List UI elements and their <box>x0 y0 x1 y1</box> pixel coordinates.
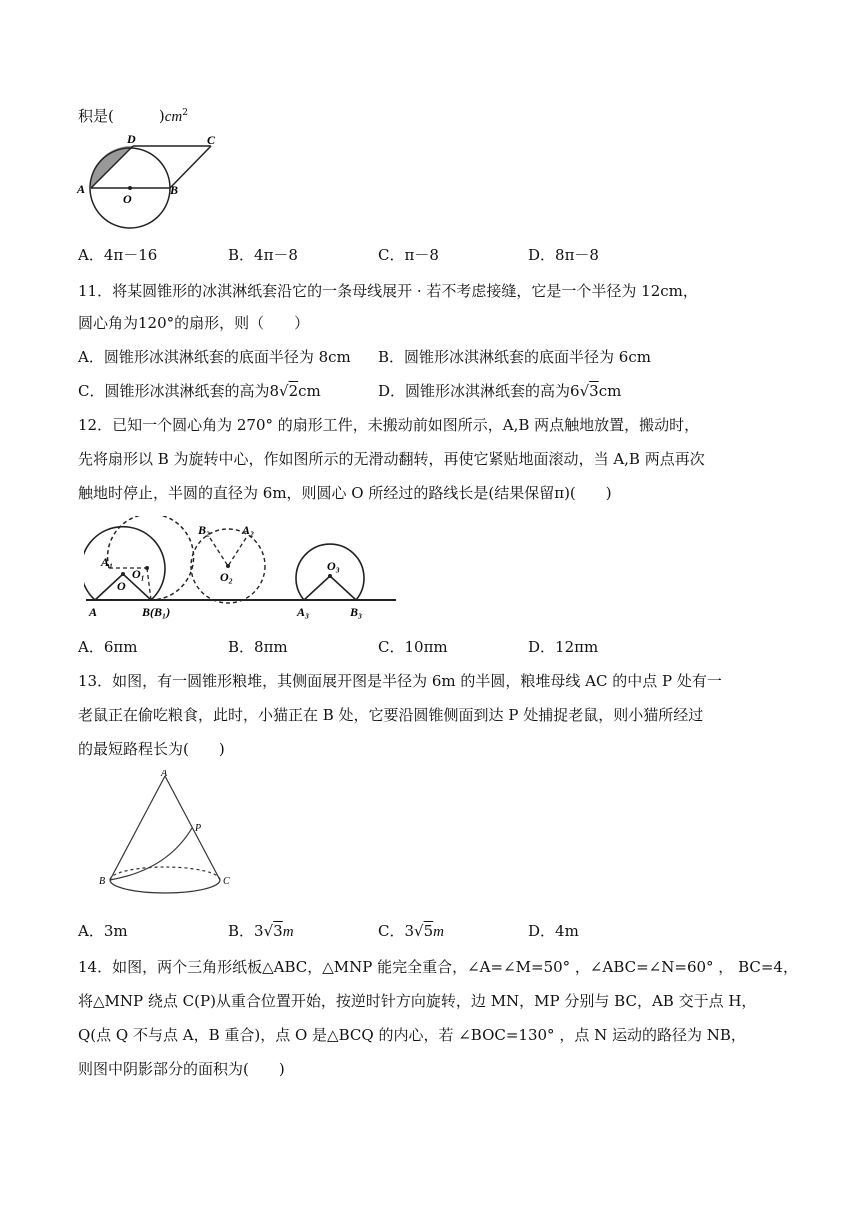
q12-figure <box>84 516 424 620</box>
q13-option-b[interactable]: B．3√3m <box>228 922 294 940</box>
q11-option-d-rad: 3 <box>589 382 599 400</box>
q14-line3: Q(点 Q 不与点 A，B 重合)，点 O 是△BCQ 的内心，若 ∠BOC=130° ，点 N 运动的路径为 NB， <box>78 1026 746 1044</box>
q11-option-c-rad: 2 <box>288 382 299 400</box>
q12-o3-dot <box>328 574 332 578</box>
q13-option-d[interactable]: D．4m <box>528 922 579 940</box>
q12-label-b: B(B₁) <box>142 605 171 619</box>
q13-option-b-coef: 3 <box>254 922 264 940</box>
q12-label-a3: A₃ <box>297 605 310 619</box>
q11-option-c[interactable]: C．圆锥形冰淇淋纸套的高为8√2cm <box>78 382 321 400</box>
q11-option-d-text: D．圆锥形冰淇淋纸套的高为 <box>378 382 571 400</box>
q12-label-a1: A₁ <box>101 555 114 569</box>
q11-option-c-unit: cm <box>298 382 321 400</box>
q13-shortest-path <box>110 828 192 880</box>
q13-option-c-coef: 3 <box>404 922 415 940</box>
q10-label-a: A <box>77 182 86 196</box>
q13-option-b-unit: m <box>282 924 294 940</box>
q12-o1-dot <box>145 566 149 570</box>
q12-o2-radius-1 <box>210 538 228 566</box>
q12-label-a2: A₂ <box>242 523 255 537</box>
q12-line1: 12．已知一个圆心角为 270° 的扇形工件，未搬动前如图所示，A,B 两点触地放置，搬动时， <box>78 416 700 434</box>
q13-line2: 老鼠正在偷吃粮食，此时，小猫正在 B 处，它要沿圆锥侧面到达 P 处捕捉老鼠，则小猫所经过 <box>78 706 704 724</box>
q12-label-o1: O₁ <box>132 567 145 581</box>
q11-option-d-coef: 6 <box>570 382 580 400</box>
q13-option-b-pre: B． <box>228 922 255 940</box>
q13-label-c: C <box>223 876 230 887</box>
q12-o2-radius-2 <box>228 538 246 566</box>
q13-label-a: A <box>161 770 168 779</box>
q13-label-p: P <box>195 823 202 834</box>
q11-option-c-text: C．圆锥形冰淇淋纸套的高为 <box>78 382 270 400</box>
q10-label-b: B <box>170 183 179 197</box>
q10-center-dot <box>128 186 132 190</box>
q13-option-a[interactable]: A．3m <box>78 922 128 940</box>
q11-option-d-unit: cm <box>598 382 622 400</box>
q13-line3: 的最短路程长为( ) <box>78 740 225 758</box>
q12-label-b3: B₃ <box>350 605 363 619</box>
q13-line1: 13．如图，有一圆锥形粮堆，其侧面展开图是半径为 6m 的半圆，粮堆母线 AC 的中点 P 处有一 <box>78 672 722 690</box>
q13-option-c-rad: 5 <box>423 922 434 940</box>
q13-slant-ab <box>110 776 165 880</box>
q12-option-c[interactable]: C．10πm <box>378 638 448 656</box>
q10-label-o: O <box>123 192 132 206</box>
q12-option-d[interactable]: D．12πm <box>528 638 599 656</box>
q12-option-b[interactable]: B．8πm <box>228 638 288 656</box>
q12-label-b2: B₂ <box>198 523 211 537</box>
q10-unit: cm <box>164 109 183 125</box>
q13-option-b-rad: 3 <box>273 922 283 940</box>
q10-option-c[interactable]: C．π－8 <box>378 246 439 264</box>
q10-label-c: C <box>207 133 216 147</box>
q12-label-o: O <box>117 579 126 593</box>
q12-rotated-radius-2 <box>147 568 151 600</box>
q14-line2: 将△MNP 绕点 C(P)从重合位置开始，按逆时针方向旋转，边 MN，MP 分别与 BC，AB 交于点 H， <box>78 992 757 1010</box>
q13-option-c-unit: m <box>433 924 444 940</box>
q12-label-o2: O₂ <box>220 570 233 584</box>
q14-line4: 则图中阴影部分的面积为( ) <box>78 1060 285 1078</box>
q10-option-a[interactable]: A．4π－16 <box>78 246 158 264</box>
q10-label-d: D <box>127 132 136 146</box>
q13-slant-ac <box>165 776 220 880</box>
q12-line2: 先将扇形以 B 为旋转中心，作如图所示的无滑动翻转，再使它紧贴地面滚动，当 A,B 两点再次 <box>78 450 705 468</box>
q12-option-a[interactable]: A．6πm <box>78 638 138 656</box>
q13-base-front <box>110 880 220 893</box>
q10-option-b[interactable]: B．4π－8 <box>228 246 298 264</box>
q13-option-c[interactable]: C．3√5m <box>378 922 444 940</box>
q13-option-c-pre: C． <box>378 922 405 940</box>
q10-tail-text: 积是( ) <box>78 107 165 125</box>
q11-line1: 11．将某圆锥形的冰淇淋纸套沿它的一条母线展开 · 若不考虑接缝，它是一个半径为 12cm， <box>78 282 698 300</box>
q10-tail <box>78 102 188 128</box>
q11-line2: 圆心角为120°的扇形，则（ ） <box>78 314 310 332</box>
q13-base-back <box>110 867 220 880</box>
q12-label-a: A <box>89 605 98 619</box>
q11-option-a[interactable]: A．圆锥形冰淇淋纸套的底面半径为 8cm <box>78 348 351 366</box>
q11-option-c-coef: 8 <box>269 382 280 400</box>
q11-option-b[interactable]: B．圆锥形冰淇淋纸套的底面半径为 6cm <box>378 348 651 366</box>
q12-line3: 触地时停止，半圆的直径为 6m，则圆心 O 所经过的路线长是(结果保留π)( ) <box>78 484 612 502</box>
q14-line1: 14．如图，两个三角形纸板△ABC，△MNP 能完全重合，∠A=∠M=50° ，∠ABC=∠N=60° ， BC=4， <box>78 958 798 976</box>
q13-figure <box>92 770 242 900</box>
q10-line-bc <box>170 146 211 188</box>
q12-label-o3: O₃ <box>327 559 340 573</box>
q12-o2-dot <box>226 564 230 568</box>
q11-option-d[interactable]: D．圆锥形冰淇淋纸套的高为6√3cm <box>378 382 622 400</box>
q13-label-b: B <box>99 876 106 887</box>
q10-unit-sup: 2 <box>182 108 188 118</box>
q10-option-d[interactable]: D．8π－8 <box>528 246 599 264</box>
q10-figure <box>74 130 234 230</box>
q12-o-dot <box>121 572 125 576</box>
